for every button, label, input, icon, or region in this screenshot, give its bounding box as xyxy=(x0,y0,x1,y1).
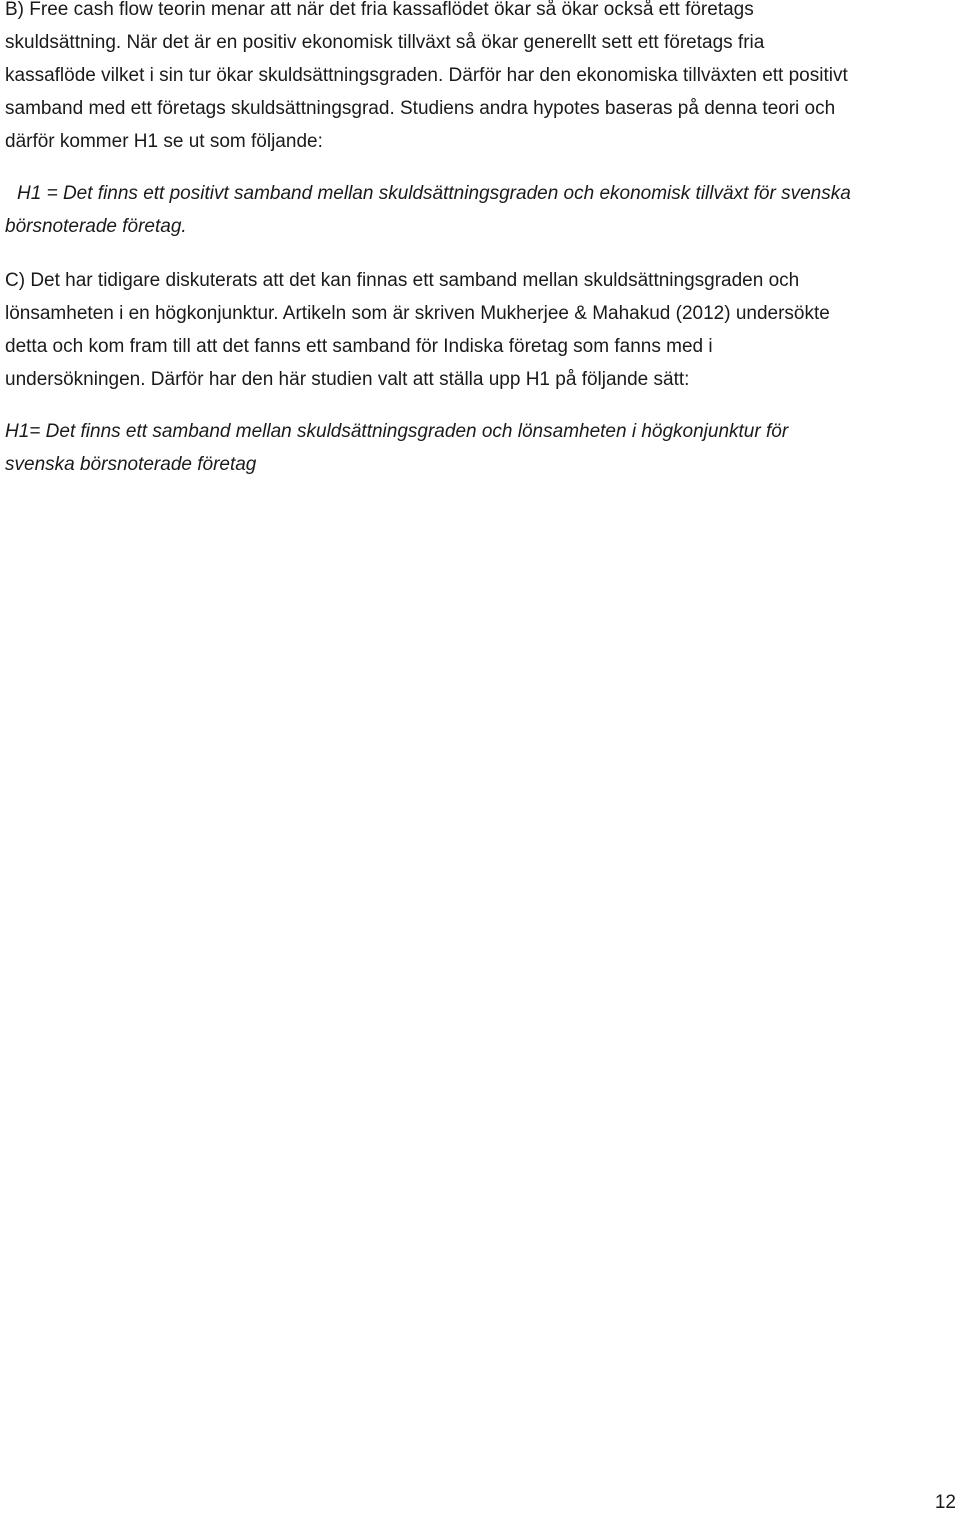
paragraph-section-c xyxy=(5,264,830,396)
hypothesis-2 xyxy=(5,415,788,481)
text-line: svenska börsnoterade företag xyxy=(5,454,257,475)
text-line: C) Det har tidigare diskuterats att det kan finnas ett samband mellan skuldsättningsgraden och xyxy=(5,270,800,291)
text-line: skuldsättning. När det är en positiv ekonomisk tillväxt så ökar generellt sett ett företags fria xyxy=(5,32,765,53)
text-line: detta och kom fram till att det fanns ett samband för Indiska företag som fanns med i xyxy=(5,336,713,357)
text-line: H1 = Det finns ett positivt samband mellan skuldsättningsgraden och ekonomisk tillväxt för svenska xyxy=(17,183,851,204)
text-line: undersökningen. Därför har den här studien valt att ställa upp H1 på följande sätt: xyxy=(5,369,690,390)
text-line: B) Free cash flow teorin menar att när det fria kassaflödet ökar så ökar också ett företags xyxy=(5,0,754,20)
text-line: börsnoterade företag. xyxy=(5,216,187,237)
text-line: därför kommer H1 se ut som följande: xyxy=(5,131,323,152)
text-line: H1= Det finns ett samband mellan skuldsättningsgraden och lönsamheten i högkonjunktur för xyxy=(5,421,789,442)
hypothesis-1 xyxy=(5,177,851,243)
text-line: lönsamheten i en högkonjunktur. Artikeln som är skriven Mukherjee & Mahakud (2012) undersökte xyxy=(5,303,830,324)
paragraph-section-b xyxy=(5,0,848,158)
page-number: 12 xyxy=(934,1492,956,1513)
text-line: kassaflöde vilket i sin tur ökar skuldsättningsgraden. Därför har den ekonomiska tillväxten ett positivt xyxy=(5,65,848,86)
text-line: samband med ett företags skuldsättningsgrad. Studiens andra hypotes baseras på denna teori och xyxy=(5,98,836,119)
